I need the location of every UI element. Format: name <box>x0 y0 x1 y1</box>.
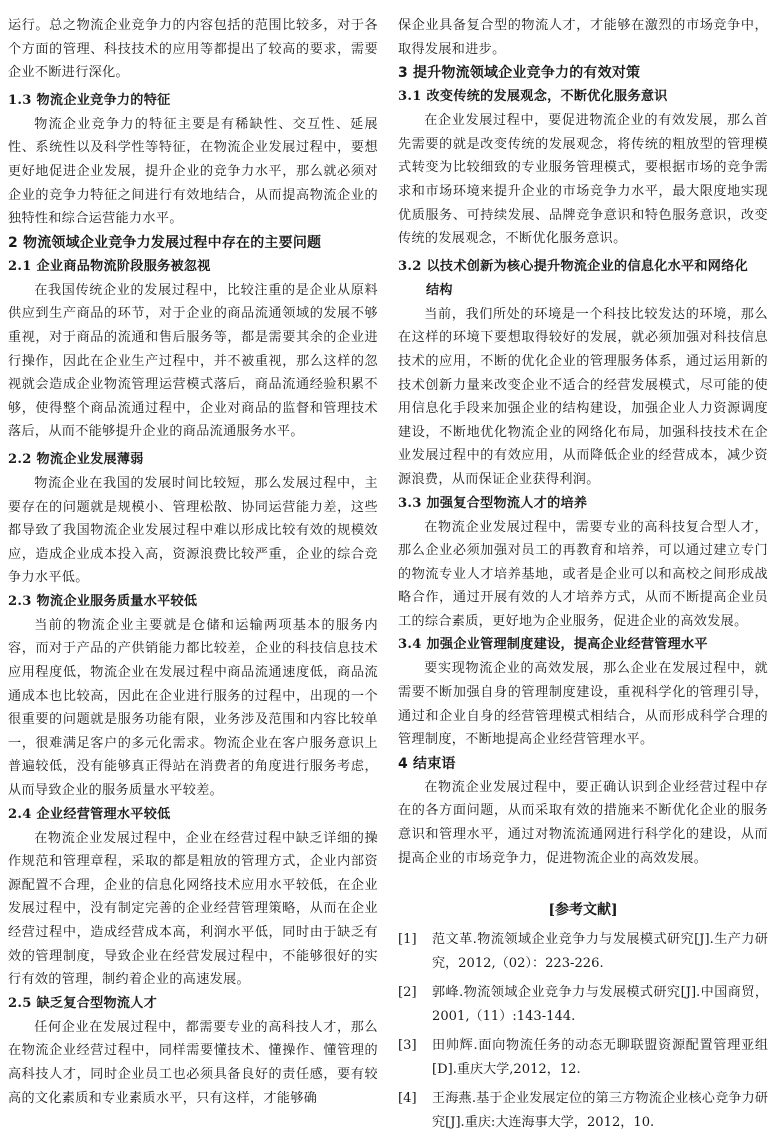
section-heading-2-3: 2.3 物流企业服务质量水平较低 <box>8 593 198 609</box>
section-heading-3: 3 提升物流领域企业竞争力的有效对策 <box>398 65 641 82</box>
paragraph: 物流企业竞争力的特征主要是有稀缺性、交互性、延展性、系统性以及科学性等特征，在物流企业发展过程中，要想更好地促进企业发展，提升企业的竞争力水平，那么就必须对企业的竞争力特征之间进行有效地结合，从而提高物流企业的独特性和综合运营能力水平。 <box>8 116 378 227</box>
section-heading-4: 4 结束语 <box>398 755 456 772</box>
reference-text: 郭峰.物流领域企业竞争力与发展模式研究[J].中国商贸，2001,（11）:143-144. <box>432 985 768 1025</box>
reference-item <box>398 981 768 1029</box>
section-heading-2-2: 2.2 物流企业发展薄弱 <box>8 451 144 467</box>
reference-item <box>398 1034 768 1082</box>
paragraph: 在企业发展过程中，要促进物流企业的有效发展，那么首先需要的就是改变传统的发展观念，将传统的粗放型的管理模式转变为比较细致的专业服务管理模式，要根据市场的竞争需求和市场环境来提升企业的市场竞争力水平，最大限度地实现优质服务、可持续发展、品牌竞争意识和特色服务意识，改变传统的发展观念，不断优化服务意识。 <box>398 113 768 247</box>
section-heading-3-1: 3.1 改变传统的发展观念，不断优化服务意识 <box>398 89 668 105</box>
paragraph: 物流企业在我国的发展时间比较短，那么发展过程中，主要存在的问题就是规模小、管理松散、协同运营能力差，这些都导致了我国物流企业发展过程中难以形成比较有效的规模效应，造成企业成本投入高，资源浪费比较严重，企业的综合竞争力水平低。 <box>8 475 378 586</box>
section-heading-2-5: 2.5 缺乏复合型物流人才 <box>8 995 158 1011</box>
right-column <box>398 14 768 1140</box>
reference-text: 范文革.物流领域企业竞争力与发展模式研究[J].生产力研究，2012,（02）：223-226. <box>432 932 768 972</box>
section-heading-1-3: 1.3 物流企业竞争力的特征 <box>8 92 171 108</box>
paragraph: 当前的物流企业主要就是仓储和运输两项基本的服务内容，而对于产品的产供销能力都比较差，企业的科技信息技术应用程度低，物流企业在发展过程中商品流通速度低，商品流通成本也比较高，因此在企业进行服务的过程中，出现的一个很重要的问题就是服务功能有限，业务涉及范围和内容比较单一，很难满足客户的多元化需求。物流企业在客户服务意识上普遍较低，没有能够真正得站在消费者的角度进行服务考虑，从而导致企业的服务质量水平较差。 <box>8 617 378 799</box>
section-heading-2: 2 物流领域企业竞争力发展过程中存在的主要问题 <box>8 234 322 251</box>
reference-item <box>398 1087 768 1135</box>
paragraph: 在我国传统企业的发展过程中，比较注重的是企业从原料供应到生产商品的环节，对于企业的商品流通领域的发展不够重视，对于商品的流通和售后服务等，都是需要其余的企业进行操作，因此在企业生产过程中，并不被重视，那么这样的忽视就会造成企业物流管理运营模式落后，商品流通经验积累不够，使得整个商品流通过程中，企业对商品的监督和管理技术落后，从而不能够提升企业的商品流通服务水平。 <box>8 282 378 440</box>
paragraph: 要实现物流企业的高效发展，那么企业在发展过程中，就需要不断加强自身的管理制度建设，重视科学化的管理引导，通过和企业自身的经营管理模式相结合，从而形成科学合理的管理制度，不断地提高企业经营管理水平。 <box>398 661 768 748</box>
section-heading-2-1: 2.1 企业商品物流阶段服务被忽视 <box>8 258 211 274</box>
paragraph: 任何企业在发展过程中，都需要专业的高科技人才，那么在物流企业经营过程中，同样需要懂技术、懂操作、懂管理的高科技人才，同时企业员工也必须具备良好的责任感，要有较高的文化素质和专业素质水平，只有这样，才能够确 <box>8 1019 378 1106</box>
section-heading-3-4: 3.4 加强企业管理制度建设，提高企业经营管理水平 <box>398 637 708 653</box>
reference-index: [3] <box>398 1038 417 1054</box>
reference-list <box>398 928 768 1135</box>
paragraph: 当前，我们所处的环境是一个科技比较发达的环境，那么在这样的环境下要想取得较好的发展，就必须加强对科技信息技术的应用，不断的优化企业的管理服务体系，通过运用新的技术创新力量来改变企业不适合的经营发展模式，尽可能的使用信息化手段来加强企业的结构建设，加强企业人力资源调度建设，不断地优化物流企业的网络化布局，加强科技技术在企业发展过程中的有效应用，从而降低企业的经营成本，减少资源浪费，从而保证企业获得利润。 <box>398 306 768 487</box>
section-heading-3-2-continued: 结构 <box>426 282 453 298</box>
section-heading-2-4: 2.4 企业经营管理水平较低 <box>8 806 171 822</box>
references-title: [参考文献] <box>548 902 618 919</box>
reference-index: [4] <box>398 1091 417 1107</box>
section-heading-3-3: 3.3 加强复合型物流人才的培养 <box>398 495 588 511</box>
reference-index: [1] <box>398 932 417 948</box>
paragraph: 在物流企业发展过程中，需要专业的高科技复合型人才，那么企业必须加强对员工的再教育和培养，可以通过建立专门的物流专业人才培养基地，或者是企业可以和高校之间形成战略合作，通过开展有效的人才培养方式，从而不断提高企业员工的综合素质，更好地为企业服务，促进企业的高效发展。 <box>398 519 768 629</box>
paragraph: 在物流企业发展过程中，企业在经营过程中缺乏详细的操作规范和管理章程，采取的都是粗放的管理方式，企业内部资源配置不合理，企业的信息化网络技术应用水平较低，在企业发展过程中，没有制定完善的企业经营管理策略，从而在企业经营过程中，造成经营成本高，利润水平低，同时由于缺乏有效的管理制度，导致企业在经营发展过程中，不能够很好的实行有效的管理，制约着企业的高速发展。 <box>8 830 378 988</box>
left-column <box>8 14 378 1110</box>
paragraph: 保企业具备复合型的物流人才，才能够在激烈的市场竞争中，取得发展和进步。 <box>398 18 768 57</box>
reference-text: 田帅辉.面向物流任务的动态无聊联盟资源配置管理亚组[D].重庆大学,2012，12. <box>432 1038 768 1078</box>
reference-text: 王海燕.基于企业发展定位的第三方物流企业核心竞争力研究[J].重庆:大连海事大学，2012，10. <box>432 1091 768 1131</box>
reference-item <box>398 928 768 976</box>
paragraph: 在物流企业发展过程中，要正确认识到企业经营过程中存在的各方面问题，从而采取有效的措施来不断优化企业的服务意识和管理水平，通过对物流流通网进行科学化的建设，从而提高企业的市场竞争力，促进物流企业的高效发展。 <box>398 779 768 866</box>
section-heading-3-2: 3.2 以技术创新为核心提升物流企业的信息化水平和网络化 <box>398 258 748 274</box>
reference-index: [2] <box>398 985 417 1001</box>
paragraph: 运行。总之物流企业竞争力的内容包括的范围比较多，对于各个方面的管理、科技技术的应用等都提出了较高的要求，需要企业不断进行深化。 <box>8 18 378 81</box>
